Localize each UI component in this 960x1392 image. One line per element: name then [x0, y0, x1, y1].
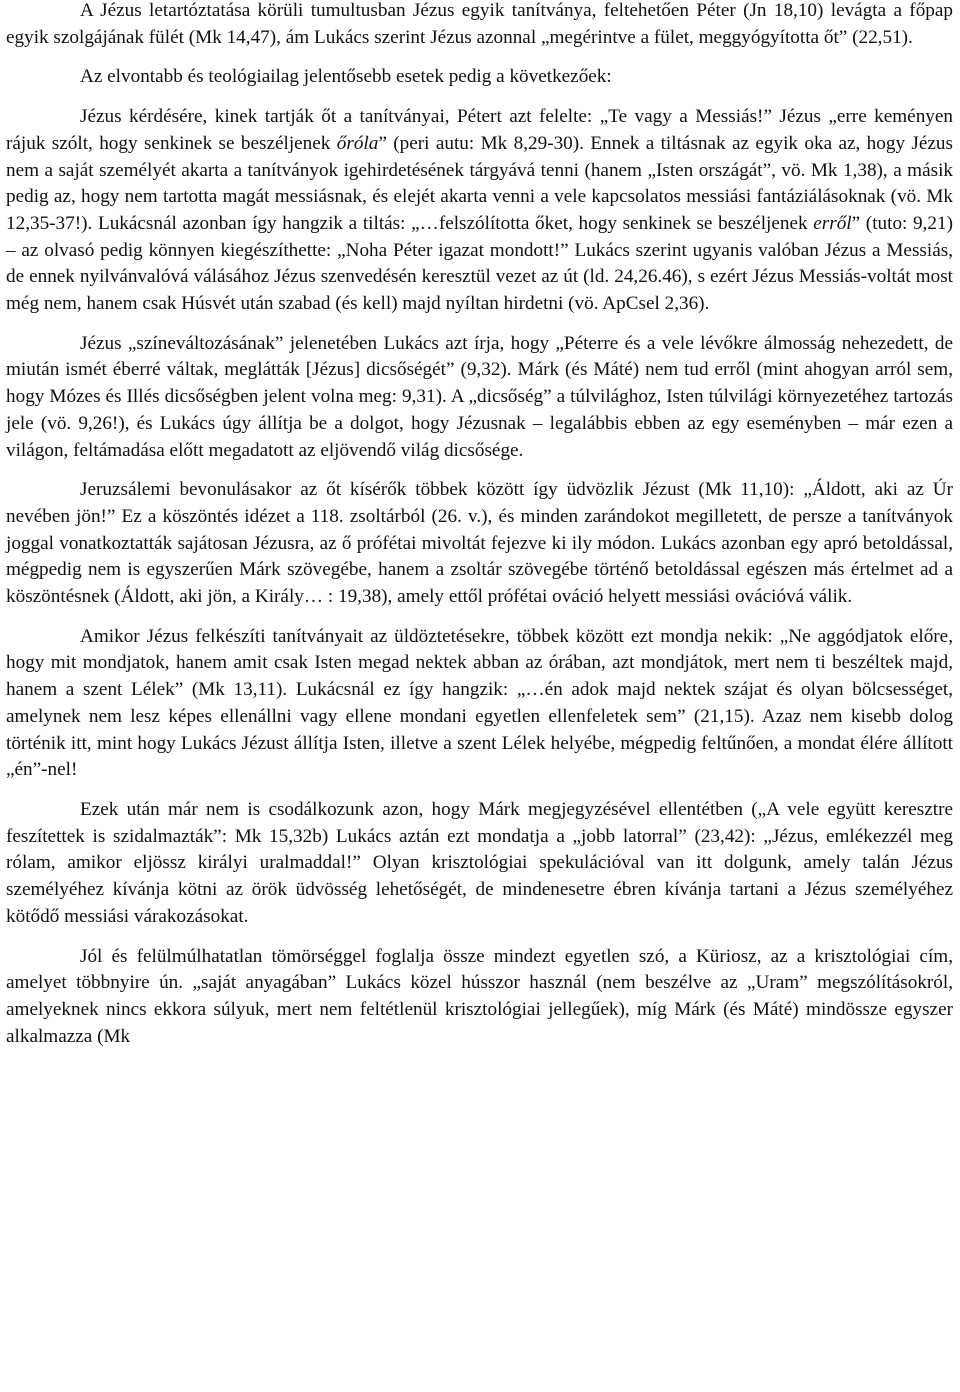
- paragraph-arrest: [6, 0, 953, 51]
- paragraph-text: Jeruzsálemi bevonulásakor az őt kísérők többek között így üdvözlik Jézust (Mk 11,10): „Áldott, aki az Úr nevében jön!” Ez a köszöntés idézet a 118. zsoltárból (26. v.), és minden zarándokot megilletett, de persze a tanítványok joggal vonatkoztatták sajátosan Jézusra, az ő prófétai mivoltát fejezve ki ily módon. Lukács azonban egy apró betoldással, mégpedig nem is egyszerűen Márk szövegébe, hanem a zsoltár szövegébe történő betoldással egészen más értelmet ad a köszöntésnek (Áldott, aki jön, a Király… : 19,38), amely ettől prófétai ováció helyett messiási ovációvá válik.: [6, 479, 953, 608]
- paragraph-persecution: [6, 624, 953, 784]
- paragraph-kyrios: [6, 944, 953, 1051]
- paragraph-text: Jézus „színeváltozásának” jelenetében Lukács azt írja, hogy „Péterre és a vele lévőkre álmosság nehezedett, de miután ismét éberré váltak, meglátták [Jézus] dicsőségét” (9,32). Márk (és Máté) nem tud erről (mint ahogyan arról sem, hogy Mózes és Illés dicsőségben jelent volna meg: 9,31). A „dicsőség” a túlvilághoz, Isten túlvilági környezetéhez tartozás jele (vö. 9,26!), és Lukács úgy állítja be a dolgot, hogy Jézusnak – legalábbis ebben az egy eseményben – már ezen a világon, feltámadása előtt megadatott az eljövendő világ dicsősége.: [6, 332, 953, 461]
- paragraph-text: Amikor Jézus felkészíti tanítványait az üldöztetésekre, többek között ezt mondja nekik: „Ne aggódjatok előre, hogy mit mondjatok, hanem amit csak Isten megad nektek abban az órában, azt mondjátok, mert nem ti beszéltek majd, hanem a szent Lélek” (Mk 13,11). Lukácsnál ez így hangzik: „…én adok majd nektek szájat és olyan bölcsességet, amelynek nem lesz képes ellenállni vagy ellene mondani egyetlen ellenfeletek sem” (21,15). Azaz nem kisebb dolog történik itt, mint hogy Lukács Jézust állítja Isten, illetve a szent Lélek helyébe, mégpedig feltűnően, a mondat élére állított „én”-nel!: [6, 625, 953, 781]
- paragraph-text: Jézus kérdésére, kinek tartják őt a tanítványai, Pétert azt felelte: „Te vagy a Messiás!” Jézus „erre keményen rájuk szólt, hogy senkinek se beszéljenek: [6, 106, 953, 154]
- paragraph-text: ” (peri autu: Mk 8,29-30). Ennek a tiltásnak az egyik oka az, hogy Jézus nem a saját személyét akarta a tanítványok igehirdetésének tárgyává tenni (hanem „Isten országát”, vö. Mk 1,38), a másik pedig az, hogy nem tartotta magát messiásnak, és elejét akarta venni a vele kapcsolatos messiási fantáziálásoknak (vö. Mk 12,35-37!). Lukácsnál azonban így hangzik a tiltás: „…felszólította őket, hogy senkinek se beszéljenek: [6, 132, 953, 234]
- paragraph-text: Az elvontabb és teológiailag jelentősebb esetek pedig a következőek:: [80, 66, 612, 88]
- paragraph-thief: [6, 797, 953, 931]
- paragraph-text: Ezek után már nem is csodálkozunk azon, hogy Márk megjegyzésével ellentétben („A vele együtt keresztre feszítettek is szidalmazták”: Mk 15,32b) Lukács aztán ezt mondatja a „jobb latorral” (23,42): „Jézus, emlékezzél meg rólam, amikor eljössz királyi uralmaddal!” Olyan krisztológiai spekulációval van itt dolgunk, amely talán Jézus személyéhez kívánja kötni az örök üdvösség lehetőségét, de mindenesetre ébren kívánja tartani a Jézus személyéhez kötődő messiási várakozásokat.: [6, 798, 953, 927]
- paragraph-transfiguration: [6, 331, 953, 465]
- paragraph-jerusalem: [6, 477, 953, 611]
- paragraph-text: A Jézus letartóztatása körüli tumultusban Jézus egyik tanítványa, feltehetően Péter (Jn 18,10) levágta a főpap egyik szolgájának fülét (Mk 14,47), ám Lukács szerint Jézus azonnal „megérintve a fület, meggyógyította őt” (22,51).: [6, 0, 953, 48]
- italic-word: erről: [813, 212, 852, 234]
- paragraph-text: ” (tuto: 9,21) – az olvasó pedig könnyen kiegészíthette: „Noha Péter igazat mondott!” Lukács szerint ugyanis valóban Jézus a Messiás, de ennek nyilvánvalóvá válásához Jézus szenvedésén keresztül vezet az út (ld. 24,26.46), s ezért Jézus Messiás-voltát most még nem, hanem csak Húsvét után szabad (és kell) majd nyíltan hirdetni (vö. ApCsel 2,36).: [6, 212, 953, 315]
- paragraph-messiah: [6, 104, 953, 318]
- paragraph-intro: [6, 64, 953, 91]
- paragraph-text: Jól és felülmúlhatatlan tömörséggel foglalja össze mindezt egyetlen szó, a Küriosz, az a krisztológiai cím, amelyet többnyire ún. „saját anyagában” Lukács közel hússzor használ (nem beszélve az „Uram” megszólításokról, amelyeknek nincs ekkora súlyuk, mert nem feltétlenül krisztológiai jellegűek), míg Márk (és Máté) mindössze egyszer alkalmazza (Mk: [6, 945, 953, 1047]
- italic-word: őróla: [336, 132, 379, 154]
